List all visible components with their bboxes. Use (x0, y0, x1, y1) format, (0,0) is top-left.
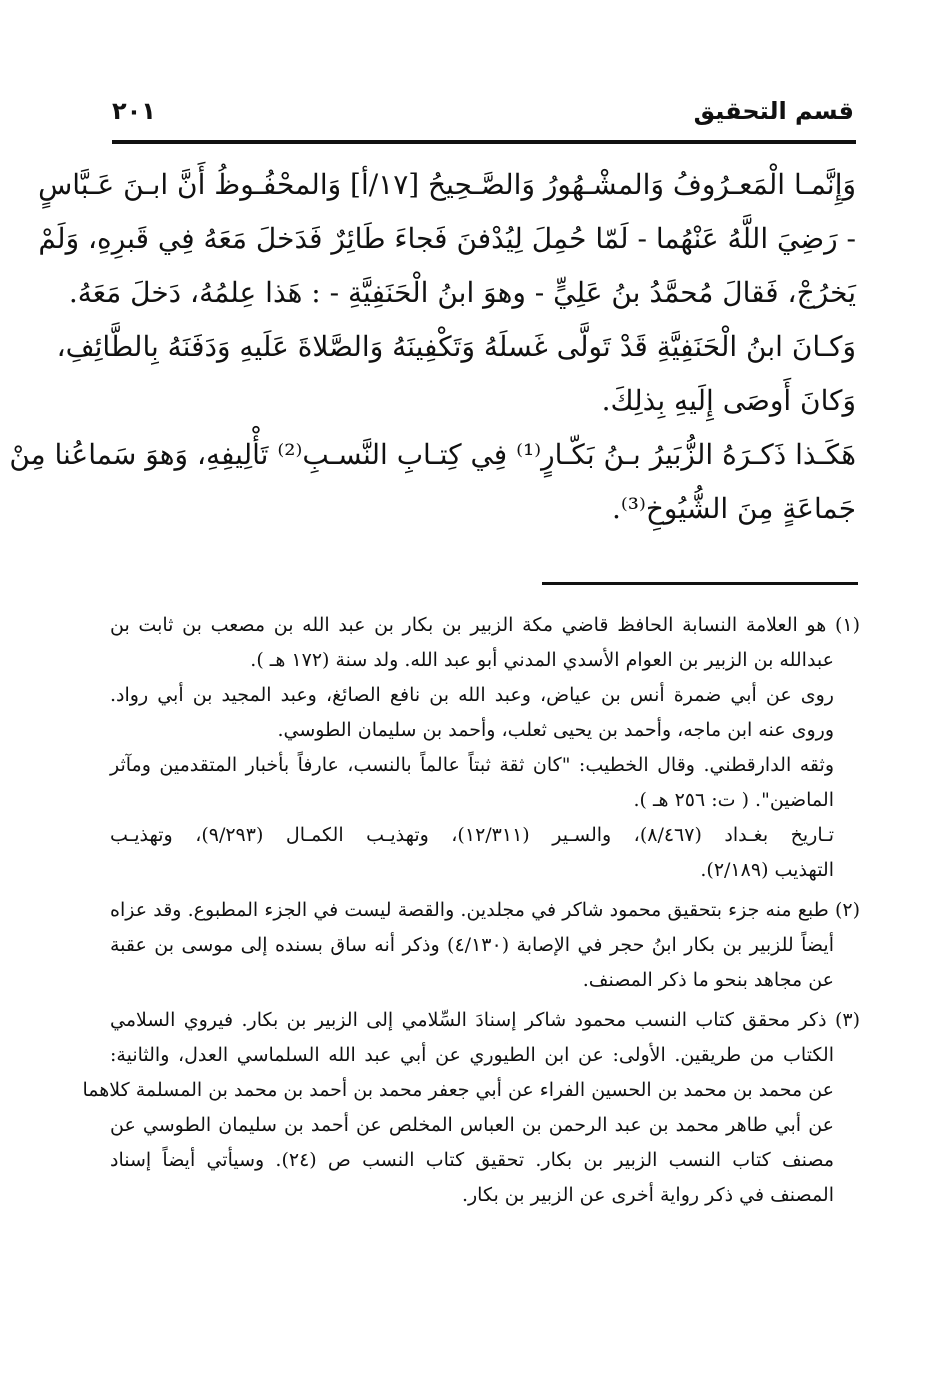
footnote-line: روى عن أبي ضمرة أنس بن عياض، وعبد الله بن نافع الصائغ، وعبد المجيد بن أبي رواد. (110, 684, 834, 706)
footnote-line: عن محمد بن محمد بن الحسين الفراء عن أبي جعفر محمد بن أحمد بن محمد بن المسلمة كلاهما (82, 1079, 834, 1101)
footnote-line: وروى عنه ابن ماجه، وأحمد بن يحيى ثعلب، وأحمد بن سليمان الطوسي. (277, 719, 834, 741)
footnote-line: عبدالله بن الزبير بن العوام الأسدي المدني أبو عبد الله. ولد سنة (١٧٢ هـ ). (250, 649, 834, 671)
main-text-line: وَكانَ أَوصَى إِلَيهِ بِذلِكَ. (601, 384, 856, 417)
footnote-line: (٣) ذكر محقق كتاب النسب محمود شاكر إسنادَ السِّلامي إلى الزبير بن بكار. فيروي السلامي (110, 1009, 860, 1031)
footnote-line: الماضين". ( ت: ٢٥٦ هـ ). (633, 789, 834, 811)
footnotes (82, 608, 860, 1213)
footnote-line: (١) هو العلامة النسابة الحافظ قاضي مكة الزبير بن بكار بن عبد الله بن مصعب بن ثابت بن (110, 614, 860, 636)
footnote-line: تـاريخ بغـداد (٨/٤٦٧)، والسـير (١٢/٣١١)، وتهذيـب الكمـال (٩/٢٩٣)، وتهذيـب (110, 824, 834, 846)
footnote-line: التهذيب (٢/١٨٩). (700, 859, 834, 881)
footnote-line: عن أبي طاهر محمد بن عبد الرحمن بن العباس المخلص عن أحمد بن سليمان الطوسي عن (110, 1114, 834, 1136)
footnote-separator (542, 582, 858, 585)
main-text-line: يَخرُجْ، فَقالَ مُحمَّدُ بنُ عَلِيٍّ - وهوَ ابنُ الْحَنَفِيَّةِ - : هَذا عِلمُهُ، دَخلَ مَعَهُ. (68, 276, 856, 309)
footnote-line: (٢) طبع منه جزء بتحقيق محمود شاكر في مجلدين. والقصة ليست في الجزء المطبوع. وقد عزاه (110, 899, 860, 921)
main-text-line: هَكَـذا ذَكـرَهُ الزُّبَيرُ بـنُ بَكّـارٍ⁽¹⁾ فِي كِتـابِ النَّسـبِ⁽²⁾ تَأْلِيفِهِ، وَهوَ سَماعُنا مِنْ (9, 438, 856, 471)
footnote-line: المصنف في ذكر رواية أخرى عن الزبير بن بكار. (461, 1184, 834, 1206)
main-text-line: - رَضِيَ اللَّهُ عَنْهُما - لَمّا حُمِلَ لِيُدْفنَ فَجاءَ طَائِرٌ فَدَخلَ مَعَهُ فِي قَبرِهِ، وَلَمْ (38, 222, 856, 255)
running-header (112, 92, 854, 132)
footnote-1 (110, 608, 860, 888)
footnote-2 (110, 893, 860, 998)
main-text (9, 158, 856, 536)
main-text-line: جَماعَةٍ مِنَ الشُّيُوخِ⁽³⁾. (611, 492, 856, 525)
footnote-line: مصنف كتاب النسب الزبير بن بكار. تحقيق كتاب النسب ص (٢٤). وسيأتي أيضاً إسناد (110, 1149, 834, 1171)
footnote-line: الكتاب من طريقين. الأولى: عن ابن الطيوري عن أبي عبد الله السلماسي العدل، والثانية: (110, 1044, 834, 1066)
footnote-line: عن مجاهد بنحو ما ذكر المصنف. (582, 969, 834, 991)
main-text-line: وَكـانَ ابنُ الْحَنَفِيَّةِ قَدْ تَولَّى غَسلَهُ وَتَكْفِينَهُ وَالصَّلاةَ عَلَيهِ وَدَفَنَهُ بِالطَّائِفِ، (56, 330, 856, 363)
section-title: قسم التحقيق (693, 97, 854, 125)
header-rule (112, 140, 856, 144)
footnote-line: وثقه الدارقطني. وقال الخطيب: "كان ثقة ثبتاً عالماً بالنسب، عارفاً بأخبار المتقدمين ومآثر (110, 754, 834, 776)
footnote-line: أيضاً للزبير بن بكار ابنُ حجر في الإصابة (٤/١٣٠) وذكر أنه ساق بسنده إلى موسى بن عقبة (110, 934, 834, 956)
footnote-3 (82, 1003, 860, 1213)
page-number: ٢٠١ (112, 97, 156, 125)
main-text-line: وَإِنَّمـا الْمَعـرُوفُ وَالمشْـهُورُ وَالصَّـحِيحُ [١٧/أ] وَالمحْفُـوظُ أَنَّ ابـنَ عَـبَّاسٍ (38, 168, 856, 201)
